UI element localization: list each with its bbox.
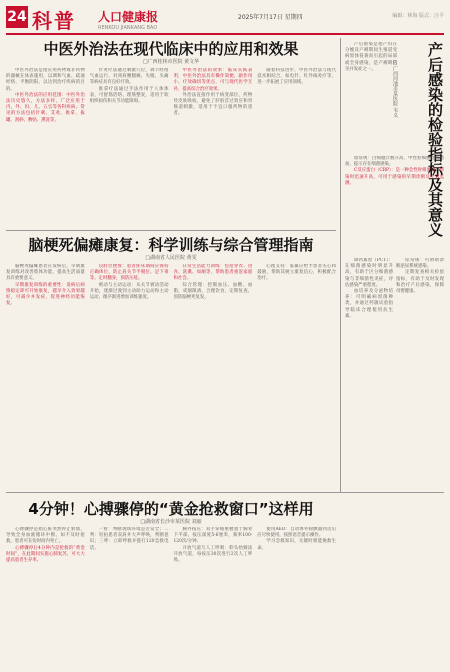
article-title: 脑梗死偏瘫康复：科学训练与综合管理指南 [28,236,314,254]
paragraph: 日常生活能力训练：包括穿衣、进食、洗漱、如厕等，帮助患者重返家庭和社会。 [173,264,253,282]
body-column [90,527,169,667]
article-byline: □湖南省人民医院 黄雯 [145,255,197,261]
editor-credits: 编辑：林海 版式：汪平 [392,13,444,19]
article-body [6,527,336,667]
page-number: 24 [6,6,28,28]
paragraph: 尿常规：可协助诊断泌尿系统感染。 [396,258,444,270]
article-body [345,258,444,668]
paragraph: 开放气道与人工呼吸：仰头抬颏法开放气道，每按压30次进行2次人工呼吸。 [173,545,253,564]
paragraph: 血培养及分泌物培养：可明确病原菌种类，并通过药敏试验指导临床合理使用抗生素。 [345,289,393,319]
paragraph: 随着科技进步，中医外治法与现代技术相结合，如电针、红外线灸疗等，进一步拓展了应用领域。 [257,68,336,86]
article-title: 产后感染的检验指标及其意义 [426,42,444,237]
body-column [174,264,253,490]
issue-date: 2025年7月17日 星期四 [238,14,303,21]
masthead [6,6,444,32]
article-title: 4分钟！心搏骤停的“黄金抢救窗口”这样用 [28,500,314,518]
paragraph: 产后感染是指产妇在分娩及产褥期间生殖道受病原体侵袭而引起的局部或全身感染，是产褥期常见并发症之一。 [345,42,397,72]
body-column [174,527,253,667]
paragraph: 早期康复训练的重要性：发病后病情稳定即可开始康复，越早介入效果越好，可减少并发症，促进神经功能恢复。 [6,282,85,307]
paragraph: 良肢位摆放：患者卧床期间应保持正确体位，防止肩关节半脱位、足下垂等。定时翻身，预防压疮。 [89,264,169,282]
body-column [257,527,336,667]
logo-text: 人口健康报 [98,10,159,24]
article-body [6,68,336,228]
paragraph: 定期复查相关检验指标，有助于及时发现和治疗产后感染，保障母婴健康。 [396,270,444,295]
body-column [90,68,169,228]
paragraph: 中医外治法的效果：临床实践表明，中医外治法具有操作简便、副作用小、疗效确切等优点，可与现代医学互补，提高综合治疗效果。 [173,68,253,92]
article-body [6,264,336,490]
body-column [257,68,336,228]
paragraph: 胸外按压：双手掌根重叠置于胸骨下半部，按压深度5-6厘米，频率100-120次/分钟。 [173,527,253,545]
paragraph: 使用AED：自动体外除颤器到达后应尽快使用，按照语音提示操作。 [257,527,336,539]
paragraph: 学习急救知识，关键时刻能挽救生命。 [257,539,336,551]
body-column [6,527,85,667]
paragraph: 中医外治法是指应用药物或非药物的器械在体表施用，以调和气血、疏通经络、平衡阴阳，以达到治疗疾病的目的。 [6,68,85,92]
logo-subtitle: RENKOU JIANKANG BAO [98,25,158,31]
paragraph: C反应蛋白（CRP）：是一种急性时相蛋白，感染时迅速升高，可用于感染的早期诊断及疗效监测。 [345,168,444,186]
paragraph: 血常规：白细胞计数升高、中性粒细胞比例增加，提示存在细菌感染。 [345,156,444,168]
paragraph: 心理支持：家属应给予患者关心和鼓励，帮助其树立康复信心，积极配合治疗。 [257,264,336,282]
paragraph: 外治法直接作用于病变部位，药物经皮肤吸收，避免了肝脏首过效应和胃肠道刺激，适用于不宜口服药物的患者。 [173,92,253,117]
body-column [396,258,444,668]
paragraph: 综合管理：控制血压、血糖、血脂，戒烟限酒，合理饮食，定期复查，预防脑梗死复发。 [173,282,253,301]
body-column [6,264,85,490]
paragraph: 心搏骤停后4分钟内是抢救的“黄金时间”，在此期间实施心肺复苏，可大大提高患者生存率。 [6,545,85,564]
section-divider [6,230,336,231]
column-divider [340,38,341,492]
body-column [257,264,336,490]
paragraph: 推拿疗法通过手法作用于人体体表，可舒筋活络、理筋整复，适用于软组织损伤和关节功能障碍。 [89,86,169,105]
body-column [6,68,85,228]
body-column [90,264,169,490]
section-title: 科普 [32,9,76,33]
paragraph: 降钙素原（PCT）：在细菌感染时明显升高，有助于区分细菌感染与非细菌性炎症，评估感染严重程度。 [345,258,393,288]
article-byline: □广西桂林市医院 黄文华 [142,59,200,65]
body-column [174,68,253,228]
paragraph: 脑梗死偏瘫患者在发病后，早期康复训练对改善肢体功能、提高生活质量具有重要意义。 [6,264,85,282]
article-byline: □湖南省长沙市某医院 刘丽 [140,519,202,525]
article-byline: □广西河池市某医院 韦义 [392,60,398,118]
paragraph: 一看：判断现场环境是否安全；二判：轻拍患者双肩并大声呼唤，判断意识；三呼：立即呼救并拨打120急救电话。 [89,527,169,551]
article-title: 中医外治法在现代临床中的应用和效果 [43,40,299,58]
paragraph: 被动与主动运动：从关节被动活动开始，逐渐过渡到主动助力运动和主动运动，循序渐进增加训练强度。 [89,282,169,301]
body-column [345,258,393,668]
paragraph: 心搏骤停是指心脏突然停止射血，导致全身血液循环中断。如不及时抢救，患者可在短时间内死亡。 [6,527,85,545]
paragraph: 针灸疗法通过刺激穴位，调节经络气血运行，对颈肩腰腿痛、失眠、头痛等病症具有良好疗效。 [89,68,169,86]
article-body [345,156,444,256]
paragraph: 中医外治法的应用范围：中医外治法历史悠久，方法多样，广泛应用于内、外、妇、儿、五官等各科疾病。常见的方法包括针刺、艾灸、推拿、拔罐、刮痧、敷贴、熏洗等。 [6,92,85,123]
newspaper-logo [98,8,218,30]
masthead-rule [6,33,444,35]
